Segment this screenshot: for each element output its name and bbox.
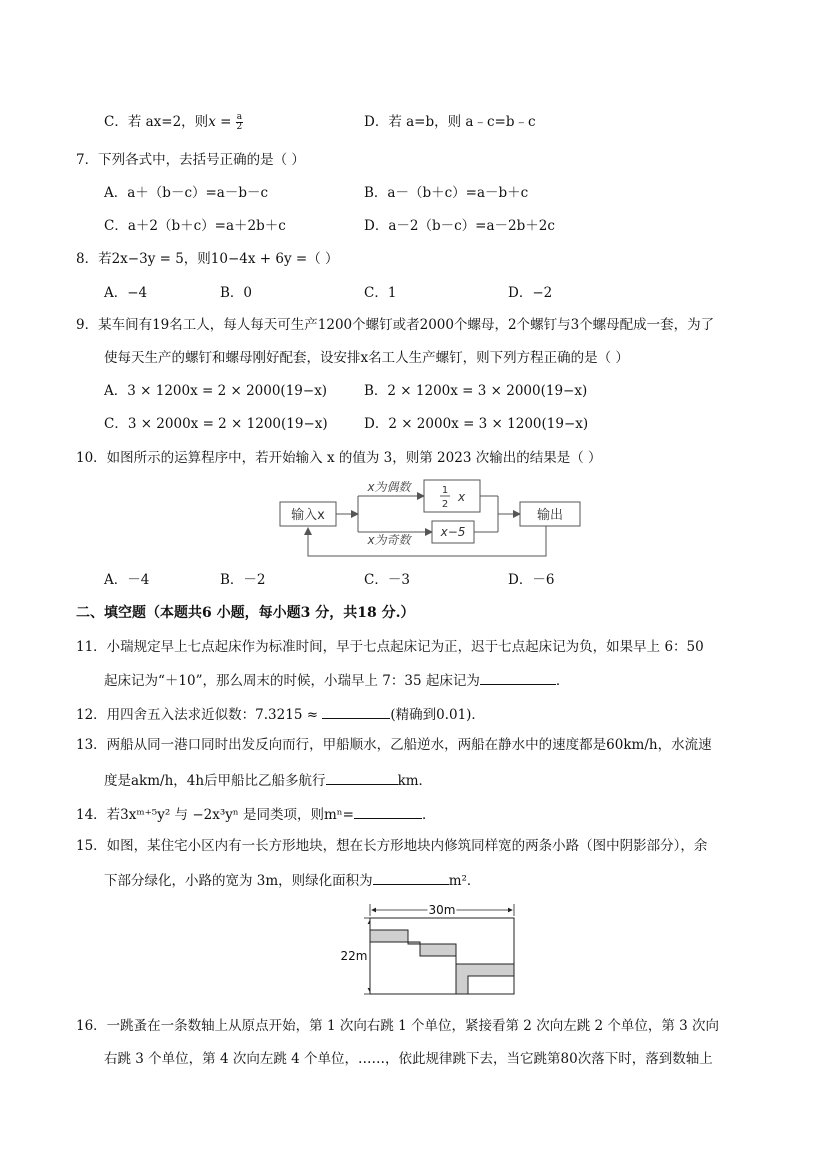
q13-line-2 [104, 770, 432, 790]
q10-option-c: C．－3 [364, 572, 410, 588]
q8-option-d: D．−2 [508, 285, 553, 301]
q9-option-d: D．2 × 2000x = 3 × 1200(19−x) [364, 416, 589, 432]
flow-half-numerator: 1 [441, 485, 449, 496]
q12-text: 12．用四舍五入法求近似数：7.3215 ≈ [76, 707, 319, 723]
q15-end: m²． [448, 873, 481, 889]
q15-line-1: 15．如图，某住宅小区内有一长方形地块，想在长方形地块内修筑同样宽的两条小路（图中阴影部分），余 [76, 838, 708, 854]
q6-option-c [104, 113, 243, 132]
q9-option-a: A．3 × 1200x = 2 × 2000(19−x) [104, 383, 328, 399]
q13-line-2-text: 度是akm/h，4h后甲船比乙船多航行 [104, 773, 326, 789]
q10-option-b: B．－2 [220, 572, 266, 588]
flow-output-label: 输出 [536, 508, 564, 523]
q14-answer-blank[interactable] [354, 804, 422, 819]
q11-line-2-text: 起床记为“＋10”，那么周末的时候，小瑞早上 7：35 起床记为 [104, 673, 480, 689]
q9-option-b: B．2 × 1200x = 3 × 2000(19−x) [364, 383, 588, 399]
q16-line-1: 16．一跳蚤在一条数轴上从原点开始，第 1 次向右跳 1 个单位，紧接看第 2 次向左跳 2 个单位，第 3 次向 [76, 1018, 720, 1034]
q10-option-d: D．－6 [508, 572, 555, 588]
fraction-denominator: 2 [236, 122, 243, 132]
q11-line-1: 11．小瑞规定早上七点起床作为标准时间，早于七点起床记为正，迟于七点起床记为负，如果早上 6：50 [76, 639, 704, 655]
q7-option-a: A．a＋（b－c）=a－b－c [104, 185, 269, 201]
q16-line-2: 右跳 3 个单位，第 4 次向左跳 4 个单位，……，依此规律跳下去，当它跳第80次落下时，落到数轴上 [104, 1051, 713, 1067]
q8-stem: 8．若2x−3y = 5，则10−4x + 6y =（ ） [76, 251, 339, 267]
q12-line [76, 704, 485, 724]
q12-end: (精确到0.01)． [390, 707, 485, 723]
flow-input-label: 输入x [291, 508, 325, 523]
flow-loop-back [308, 526, 546, 556]
section-2-title: 二、填空题（本题共6 小题，每小题3 分，共18 分.） [76, 605, 415, 621]
q14-end: ． [421, 807, 436, 823]
flow-half-denominator: 2 [441, 499, 449, 510]
q8-option-c: C．1 [364, 285, 397, 301]
height-label: 22m [340, 949, 368, 963]
q15-line-2-text: 下部分绿化，小路的宽为 3m，则绿化面积为 [104, 873, 373, 889]
q7-option-d: D．a－2（b－c）=a－2b＋2c [364, 218, 555, 234]
q13-answer-blank[interactable] [326, 770, 398, 785]
q11-line-2 [104, 670, 569, 690]
q13-line-1: 13．两船从同一港口同时出发反向而行，甲船顺水，乙船逆水，两船在静水中的速度都是60km/h，水流速 [76, 737, 712, 753]
q7-option-c: C．a＋2（b＋c）=a＋2b＋c [104, 218, 286, 234]
q14-text: 14．若3xᵐ⁺⁵y² 与 −2x³yⁿ 是同类项，则mⁿ= [76, 807, 354, 823]
q6-option-d: D．若 a=b，则 a﹣c=b﹣c [364, 114, 536, 130]
flow-odd-label: x为奇数 [367, 533, 411, 547]
q6-option-c-fraction [236, 113, 243, 132]
q9-stem-line-1: 9．某车间有19名工人，每人每天可生产1200个螺钉或者2000个螺母，2个螺钉与3个螺母配成一套，为了 [76, 317, 715, 333]
q12-answer-blank[interactable] [322, 704, 390, 719]
fraction-numerator: a [236, 112, 243, 122]
flow-half-box [424, 480, 480, 512]
q6-option-c-math: x = [208, 114, 232, 130]
q6-option-c-text: C．若 ax=2，则 [104, 114, 209, 130]
q13-end: km． [397, 773, 433, 789]
q14-line [76, 804, 435, 824]
q15-answer-blank[interactable] [373, 870, 449, 885]
flow-half-variable: x [458, 490, 466, 504]
q8-option-b: B．0 [220, 285, 253, 301]
q15-line-2 [104, 870, 480, 890]
q15-figure [336, 900, 522, 1000]
q9-option-c: C．3 × 2000x = 2 × 1200(19−x) [104, 416, 328, 432]
flow-even-label: x为偶数 [367, 480, 411, 494]
q10-option-a: A．－4 [104, 572, 150, 588]
flow-minus-label: x−5 [440, 525, 466, 539]
q10-flowchart [276, 474, 592, 560]
q9-stem-line-2: 使每天生产的螺钉和螺母刚好配套，设安排x名工人生产螺钉，则下列方程正确的是（ ） [104, 350, 629, 366]
q7-option-b: B．a－（b＋c）=a－b＋c [364, 185, 529, 201]
width-label: 30m [428, 903, 456, 917]
q10-stem: 10．如图所示的运算程序中，若开始输入 x 的值为 3，则第 2023 次输出的结果是（ ） [76, 450, 602, 466]
q8-option-a: A．−4 [104, 285, 148, 301]
q7-stem: 7．下列各式中，去括号正确的是（ ） [76, 152, 305, 168]
q11-answer-blank[interactable] [480, 670, 556, 685]
q11-end: ． [555, 673, 570, 689]
